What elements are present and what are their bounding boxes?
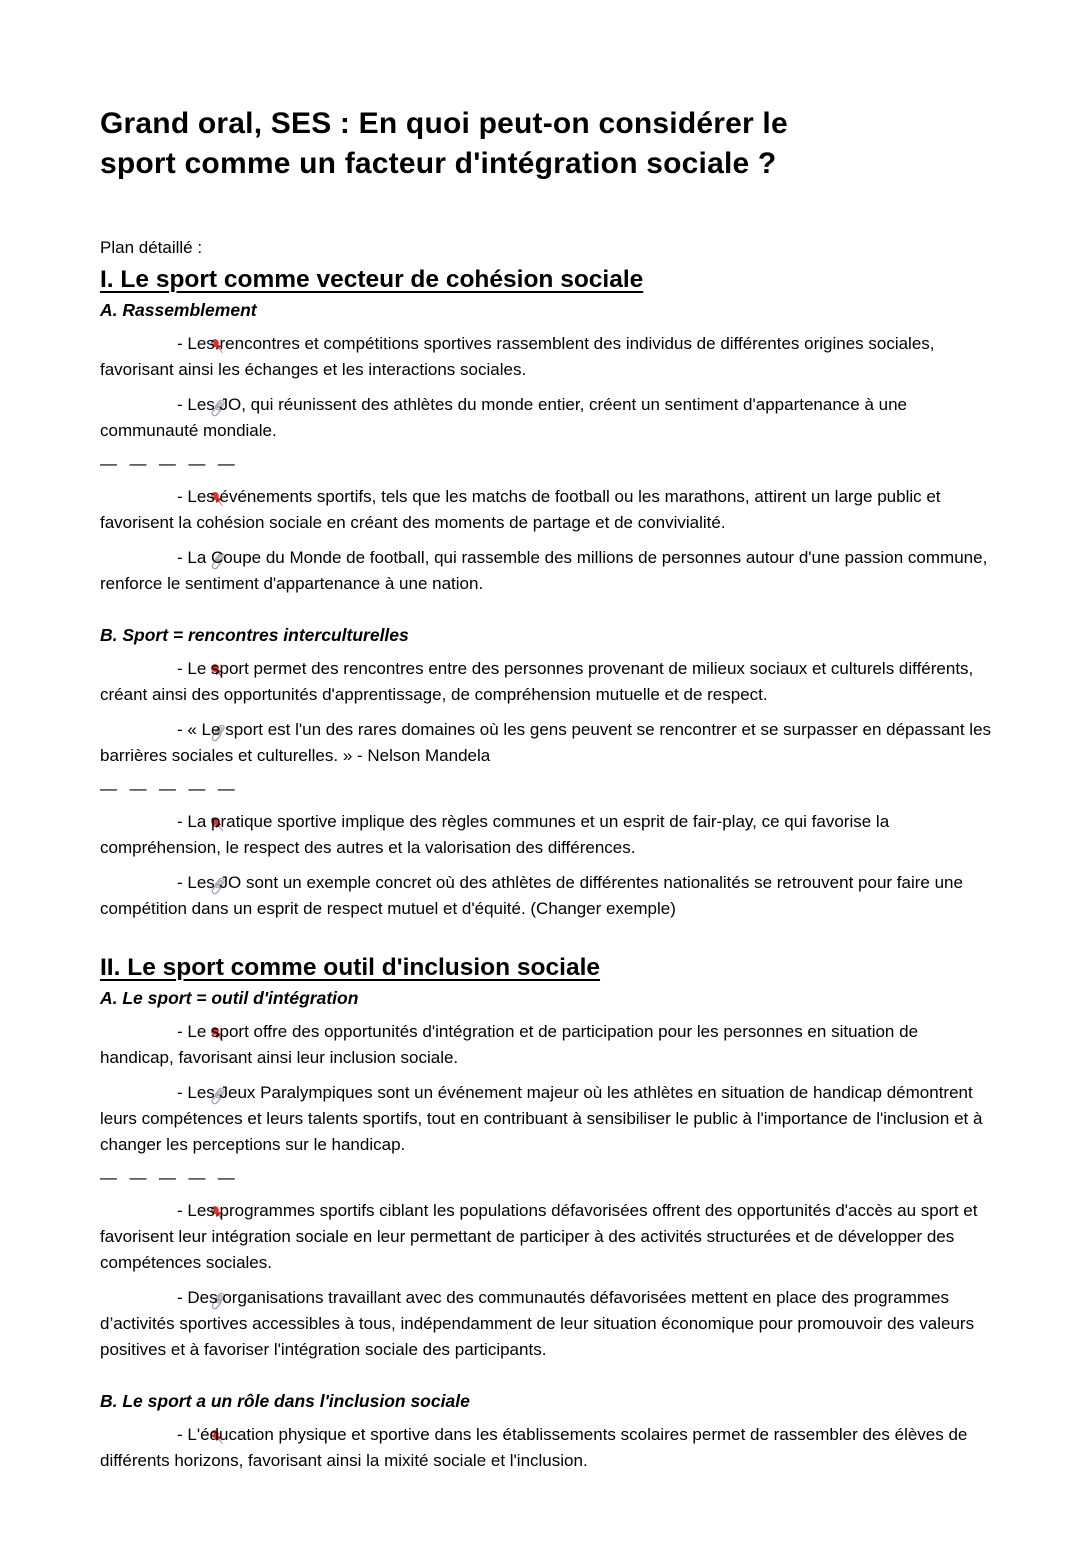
example-text: - Des organisations travaillant avec des communautés défavorisées mettent en place des programmes d’activités sportives accessibles à tous, indépendamment de leur situation économique pour promouvoir des valeurs positives et à favoriser l'intégration sociale des participants. xyxy=(100,1288,975,1359)
paperclip-example-paragraph xyxy=(100,392,994,444)
example-text: - Les JO sont un exemple concret où des athlètes de différentes nationalités se retrouvent pour faire une compétition dans un esprit de respect mutuel et d'équité. (Changer exemple) xyxy=(100,873,963,918)
pin-point-paragraph xyxy=(100,331,994,383)
subsection-heading-2b: B. Le sport a un rôle dans l'inclusion sociale xyxy=(100,1391,470,1411)
paperclip-icon xyxy=(154,1289,174,1309)
example-text: - Les Jeux Paralympiques sont un événement majeur où les athlètes en situation de handicap démontrent leurs compétences et leurs talents sportifs, tout en contribuant à sensibiliser le public à l'importance de l'inclusion et à changer les perceptions sur le handicap. xyxy=(100,1083,983,1154)
pin-point-paragraph xyxy=(100,1198,994,1276)
paperclip-icon xyxy=(154,721,174,741)
point-text: - La pratique sportive implique des règles communes et un esprit de fair-play, ce qui favorise la compréhension, le respect des autres et la valorisation des différences. xyxy=(100,812,890,857)
pushpin-icon xyxy=(154,1023,174,1043)
pin-point-paragraph xyxy=(100,484,994,536)
example-text: - La Coupe du Monde de football, qui rassemble des millions de personnes autour d'une passion commune, renforce le sentiment d'appartenance à une nation. xyxy=(100,548,988,593)
paperclip-icon xyxy=(154,1084,174,1104)
paperclip-example-paragraph xyxy=(100,1080,994,1158)
point-text: - Le sport offre des opportunités d'intégration et de participation pour les personnes en situation de handicap, favorisant ainsi leur inclusion sociale. xyxy=(100,1022,919,1067)
point-text: - Les programmes sportifs ciblant les populations défavorisées offrent des opportunités d'accès au sport et favorisent leur intégration sociale en leur permettant de participer à des activités structurées et de développer des compétences sociales. xyxy=(100,1201,978,1272)
dash-separator: — — — — — xyxy=(100,779,236,798)
example-text: - « Le sport est l'un des rares domaines où les gens peuvent se rencontrer et se surpasser en dépassant les barrières sociales et culturelles. » - Nelson Mandela xyxy=(100,720,992,765)
pin-point-paragraph xyxy=(100,1422,994,1474)
point-text: - L'éducation physique et sportive dans les établissements scolaires permet de rassembler des élèves de différents horizons, favorisant ainsi la mixité sociale et l'inclusion. xyxy=(100,1425,968,1470)
paperclip-example-paragraph xyxy=(100,1285,994,1363)
point-text: - Le sport permet des rencontres entre des personnes provenant de milieux sociaux et culturels différents, créant ainsi des opportunités d'apprentissage, de compréhension mutuelle et de respect. xyxy=(100,659,974,704)
section-heading-1: I. Le sport comme vecteur de cohésion sociale xyxy=(100,266,644,293)
section-heading-2: II. Le sport comme outil d'inclusion sociale xyxy=(100,954,601,981)
dash-separator: — — — — — xyxy=(100,1168,236,1187)
point-text: - Les rencontres et compétitions sportives rassemblent des individus de différentes origines sociales, favorisant ainsi les échanges et les interactions sociales. xyxy=(100,334,935,379)
page-title xyxy=(100,104,994,184)
pushpin-icon xyxy=(154,335,174,355)
paperclip-icon xyxy=(154,396,174,416)
subsection-heading-1b: B. Sport = rencontres interculturelles xyxy=(100,625,409,645)
paperclip-example-paragraph xyxy=(100,870,994,922)
paperclip-icon xyxy=(154,549,174,569)
pin-point-paragraph xyxy=(100,809,994,861)
pushpin-icon xyxy=(154,1202,174,1222)
plan-label: Plan détaillé : xyxy=(100,238,203,257)
paperclip-example-paragraph xyxy=(100,717,994,769)
pushpin-icon xyxy=(154,813,174,833)
paperclip-example-paragraph xyxy=(100,545,994,597)
pushpin-icon xyxy=(154,660,174,680)
dash-separator: — — — — — xyxy=(100,454,236,473)
example-text: - Les JO, qui réunissent des athlètes du monde entier, créent un sentiment d'appartenance à une communauté mondiale. xyxy=(100,395,907,440)
pushpin-icon xyxy=(154,488,174,508)
title-line-1: Grand oral, SES : En quoi peut-on considérer le xyxy=(100,107,788,140)
title-line-2: sport comme un facteur d'intégration sociale ? xyxy=(100,147,777,180)
subsection-heading-1a: A. Rassemblement xyxy=(100,300,257,320)
pin-point-paragraph xyxy=(100,656,994,708)
paperclip-icon xyxy=(154,874,174,894)
pushpin-icon xyxy=(154,1426,174,1446)
pin-point-paragraph xyxy=(100,1019,994,1071)
point-text: - Les événements sportifs, tels que les matchs de football ou les marathons, attirent un large public et favorisent la cohésion sociale en créant des moments de partage et de convivialité. xyxy=(100,487,941,532)
subsection-heading-2a: A. Le sport = outil d'intégration xyxy=(100,988,359,1008)
